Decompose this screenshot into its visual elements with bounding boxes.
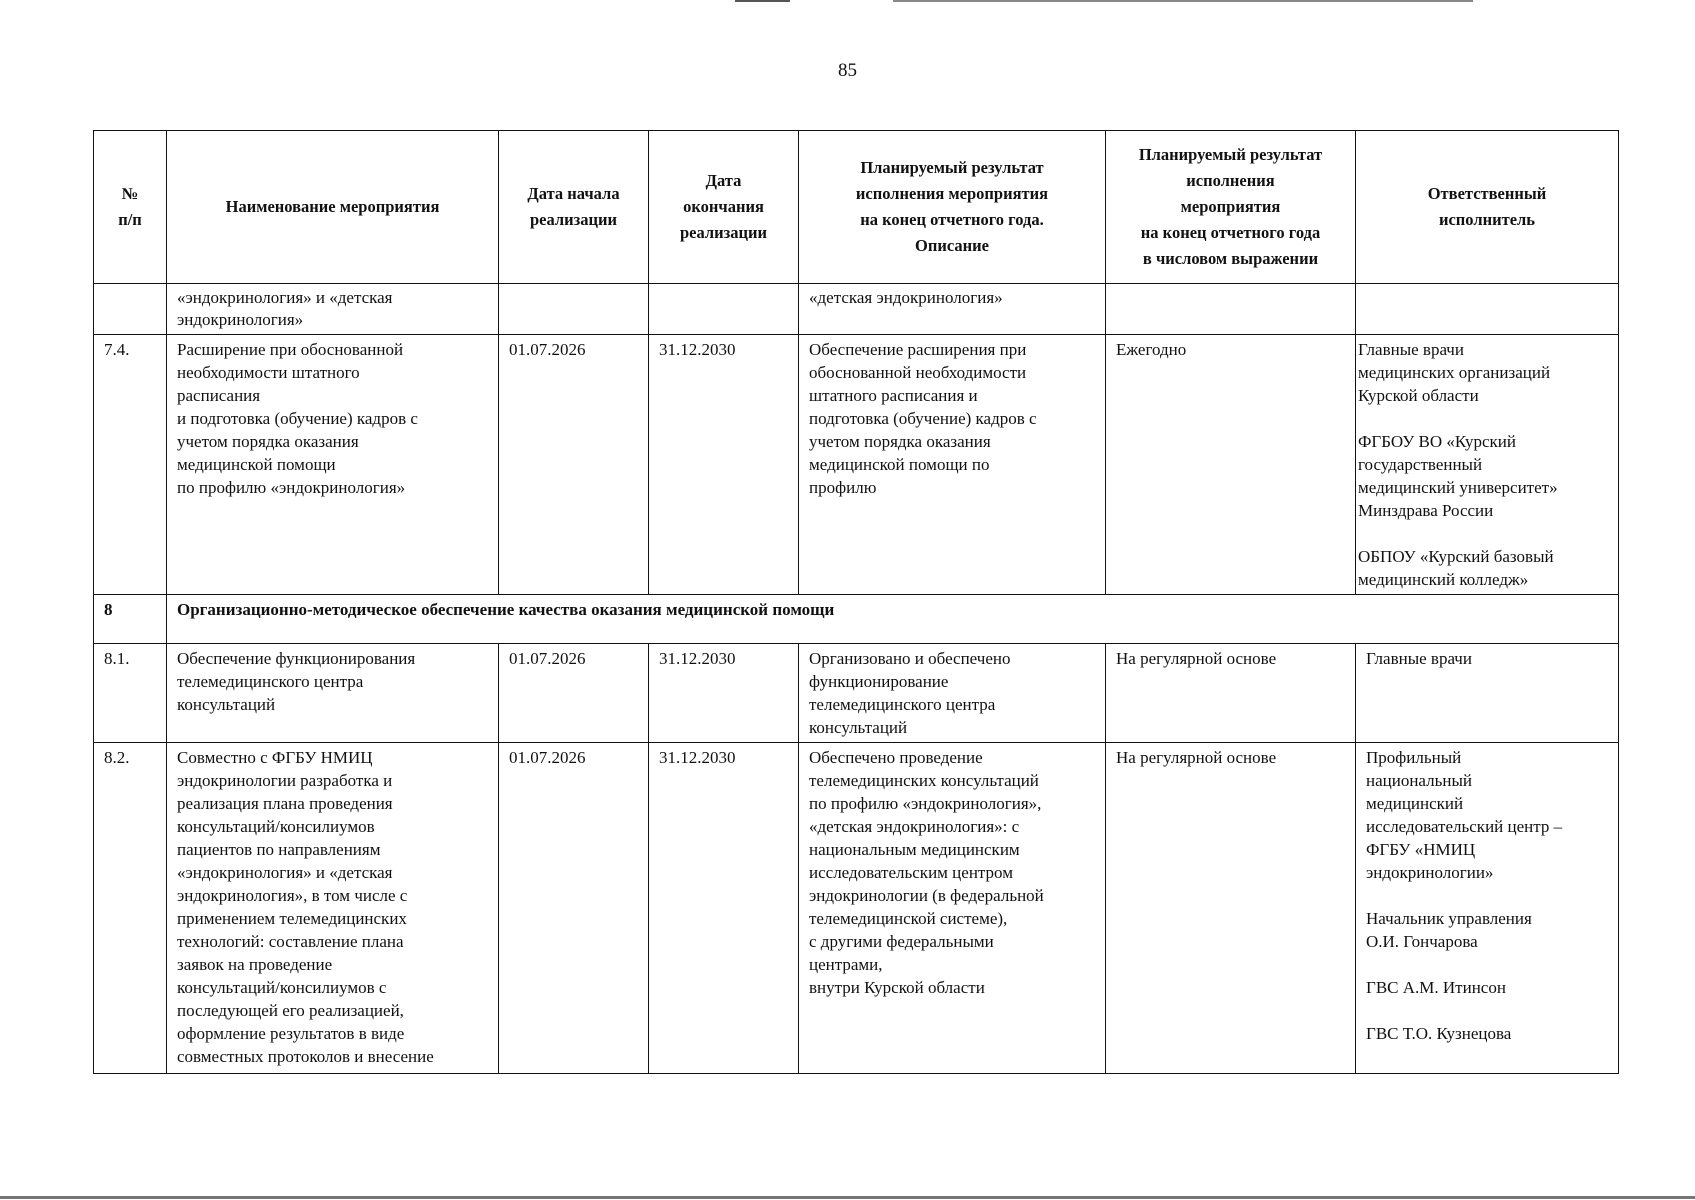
cell-event-name: Совместно с ФГБУ НМИЦ эндокринологии разработка и реализация плана проведения консультаций/консилиумов пациентов по направлениям «эндокринология» и «детская эндокринология», в том числе с применением телемедицинских технологий: составление плана заявок на проведение консультаций/консилиумов с последующей его реализацией, оформление результатов в виде совместных протоколов и внесение <box>167 743 499 1074</box>
cell-result-description: «детская эндокринология» <box>799 284 1106 335</box>
cell-start-date: 01.07.2026 <box>499 335 649 595</box>
scan-artifact-top <box>893 0 1473 2</box>
cell-number: 8.2. <box>94 743 167 1074</box>
header-result-numeric: Планируемый результат исполнения мероприятия на конец отчетного года в числовом выражении <box>1106 131 1356 284</box>
responsible-entry: ОБПОУ «Курский базовый медицинский колледж» <box>1358 547 1554 589</box>
responsible-entry: ФГБОУ ВО «Курский государственный медицинский университет» Минздрава России <box>1358 432 1558 520</box>
cell-number: 8 <box>94 595 167 644</box>
cell-responsible <box>1356 743 1619 1074</box>
plan-table <box>93 130 1619 1074</box>
cell-responsible <box>1356 284 1619 335</box>
table-row <box>94 284 1619 335</box>
page-number: 85 <box>838 60 857 81</box>
cell-responsible: Главные врачи <box>1356 644 1619 743</box>
responsible-entry: Начальник управления О.И. Гончарова <box>1366 909 1532 951</box>
cell-responsible <box>1356 335 1619 595</box>
responsible-entry: Главные врачи медицинских организаций Курской области <box>1358 340 1551 405</box>
cell-result-description: Организовано и обеспечено функционирование телемедицинского центра консультаций <box>799 644 1106 743</box>
cell-end-date: 31.12.2030 <box>649 743 799 1074</box>
cell-event-name: Расширение при обоснованной необходимости штатного расписания и подготовка (обучение) кадров с учетом порядка оказания медицинской помощи по профилю «эндокринология» <box>167 335 499 595</box>
cell-result-numeric <box>1106 284 1356 335</box>
cell-start-date: 01.07.2026 <box>499 644 649 743</box>
table-row <box>94 743 1619 1074</box>
header-end-date: Дата окончания реализации <box>649 131 799 284</box>
cell-start-date <box>499 284 649 335</box>
cell-result-numeric: На регулярной основе <box>1106 743 1356 1074</box>
header-responsible: Ответственный исполнитель <box>1356 131 1619 284</box>
scan-artifact-bottom <box>0 1196 1695 1199</box>
scan-artifact-top <box>735 0 790 2</box>
table-row <box>94 644 1619 743</box>
responsible-entry: ГВС Т.О. Кузнецова <box>1366 1024 1512 1043</box>
header-start-date: Дата начала реализации <box>499 131 649 284</box>
cell-start-date: 01.07.2026 <box>499 743 649 1074</box>
table-row <box>94 335 1619 595</box>
cell-number <box>94 284 167 335</box>
cell-end-date: 31.12.2030 <box>649 335 799 595</box>
cell-event-name: Обеспечение функционирования телемедицинского центра консультаций <box>167 644 499 743</box>
cell-result-description: Обеспечение расширения при обоснованной необходимости штатного расписания и подготовка (обучение) кадров с учетом порядка оказания медицинской помощи по профилю <box>799 335 1106 595</box>
cell-end-date <box>649 284 799 335</box>
section-title: Организационно-методическое обеспечение качества оказания медицинской помощи <box>167 595 1619 644</box>
table-header-row <box>94 131 1619 284</box>
responsible-entry: ГВС А.М. Итинсон <box>1366 978 1506 997</box>
cell-event-name: «эндокринология» и «детская эндокринология» <box>167 284 499 335</box>
cell-number: 7.4. <box>94 335 167 595</box>
header-event-name: Наименование мероприятия <box>167 131 499 284</box>
cell-result-numeric: Ежегодно <box>1106 335 1356 595</box>
cell-result-description: Обеспечено проведение телемедицинских консультаций по профилю «эндокринология», «детская эндокринология»: с национальным медицинским исследовательским центром эндокринологии (в федеральной телемедицинской системе), с другими федеральными центрами, внутри Курской области <box>799 743 1106 1074</box>
responsible-entry: Профильный национальный медицинский исследовательский центр – ФГБУ «НМИЦ эндокринологии» <box>1366 748 1563 882</box>
cell-number: 8.1. <box>94 644 167 743</box>
cell-result-numeric: На регулярной основе <box>1106 644 1356 743</box>
section-row <box>94 595 1619 644</box>
header-number: № п/п <box>94 131 167 284</box>
header-result-description: Планируемый результат исполнения мероприятия на конец отчетного года. Описание <box>799 131 1106 284</box>
cell-end-date: 31.12.2030 <box>649 644 799 743</box>
